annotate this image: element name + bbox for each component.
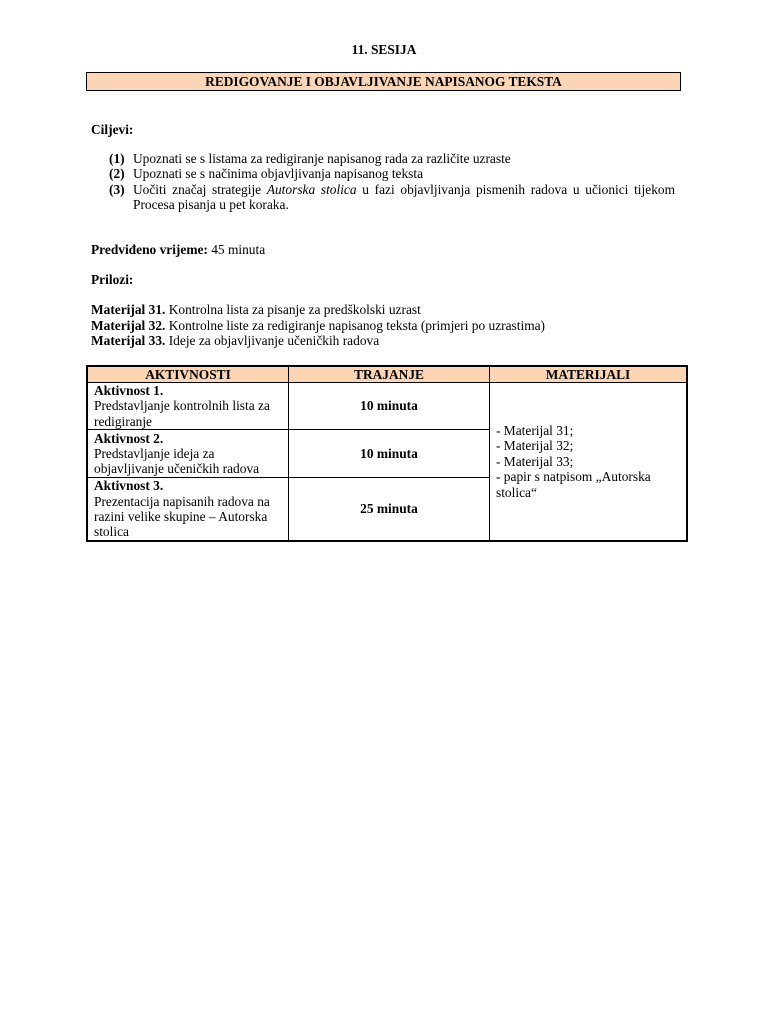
activity-desc: Prezentacija napisanih radova na razini velike skupine – Autorska stolica [94,493,270,540]
activity-title: Aktivnost 1. [94,383,164,398]
table-header-row [87,366,687,383]
goals-list [109,151,675,213]
materials-line: - papir s natpisom „Autorska stolica“ [496,469,651,500]
header-materials: MATERIJALI [490,366,688,383]
expected-time-value: 45 minuta [207,242,266,257]
activity-desc: Predstavljanje ideja za objavljivanje učeničkih radova [94,446,260,477]
goal-number: (2) [109,166,125,182]
materials-line: - Materijal 33; [496,453,574,469]
header-activities: AKTIVNOSTI [87,366,289,383]
materials-line: - Materijal 31; [496,422,574,438]
activity-desc: Predstavljanje kontrolnih lista za redigiranje [94,398,270,429]
goal-text: Uočiti značaj strategije Autorska stolica u fazi objavljivanja pismenih radova u učionici tijekom Procesa pisanja u pet koraka. [133,181,676,213]
duration-cell: 25 minuta [289,478,490,541]
goal-number: (1) [109,151,125,166]
attachments-heading: Prilozi: [91,272,134,287]
table-row [87,383,687,430]
goal-item [109,151,675,166]
duration-cell: 10 minuta [289,383,490,430]
activity-title: Aktivnost 3. [94,478,164,494]
material-line: Materijal 32. Kontrolne liste za redigiranje napisanog teksta (primjeri po uzrastima) [91,317,546,333]
duration-cell: 10 minuta [289,430,490,478]
activity-title: Aktivnost 2. [94,430,164,446]
materials-line: - Materijal 32; [496,438,574,454]
activity-cell [87,383,289,430]
material-line: Materijal 33. Ideje za objavljivanje učeničkih radova [91,333,380,349]
activities-table [86,365,688,542]
material-line: Materijal 31. Kontrolna lista za pisanje za predškolski uzrast [91,302,421,317]
goal-item [109,182,675,213]
goal-item [109,166,675,181]
expected-time-label: Predviđeno vrijeme: [91,242,208,257]
expected-time [91,242,265,258]
goal-italic-term: Autorska stolica [266,181,357,197]
materials-list [91,302,545,349]
header-duration: TRAJANJE [289,366,490,383]
materials-cell [490,383,688,541]
goal-number: (3) [109,181,125,197]
session-number: 11. SESIJA [351,42,417,57]
session-title: REDIGOVANJE I OBJAVLJIVANJE NAPISANOG TEKSTA [86,72,681,91]
activity-cell [87,430,289,478]
goal-text: Upoznati se s listama za redigiranje napisanog rada za različite uzraste [133,151,511,166]
goal-text: Upoznati se s načinima objavljivanja napisanog teksta [133,166,424,182]
goals-heading: Ciljevi: [91,122,134,137]
activity-cell [87,478,289,541]
